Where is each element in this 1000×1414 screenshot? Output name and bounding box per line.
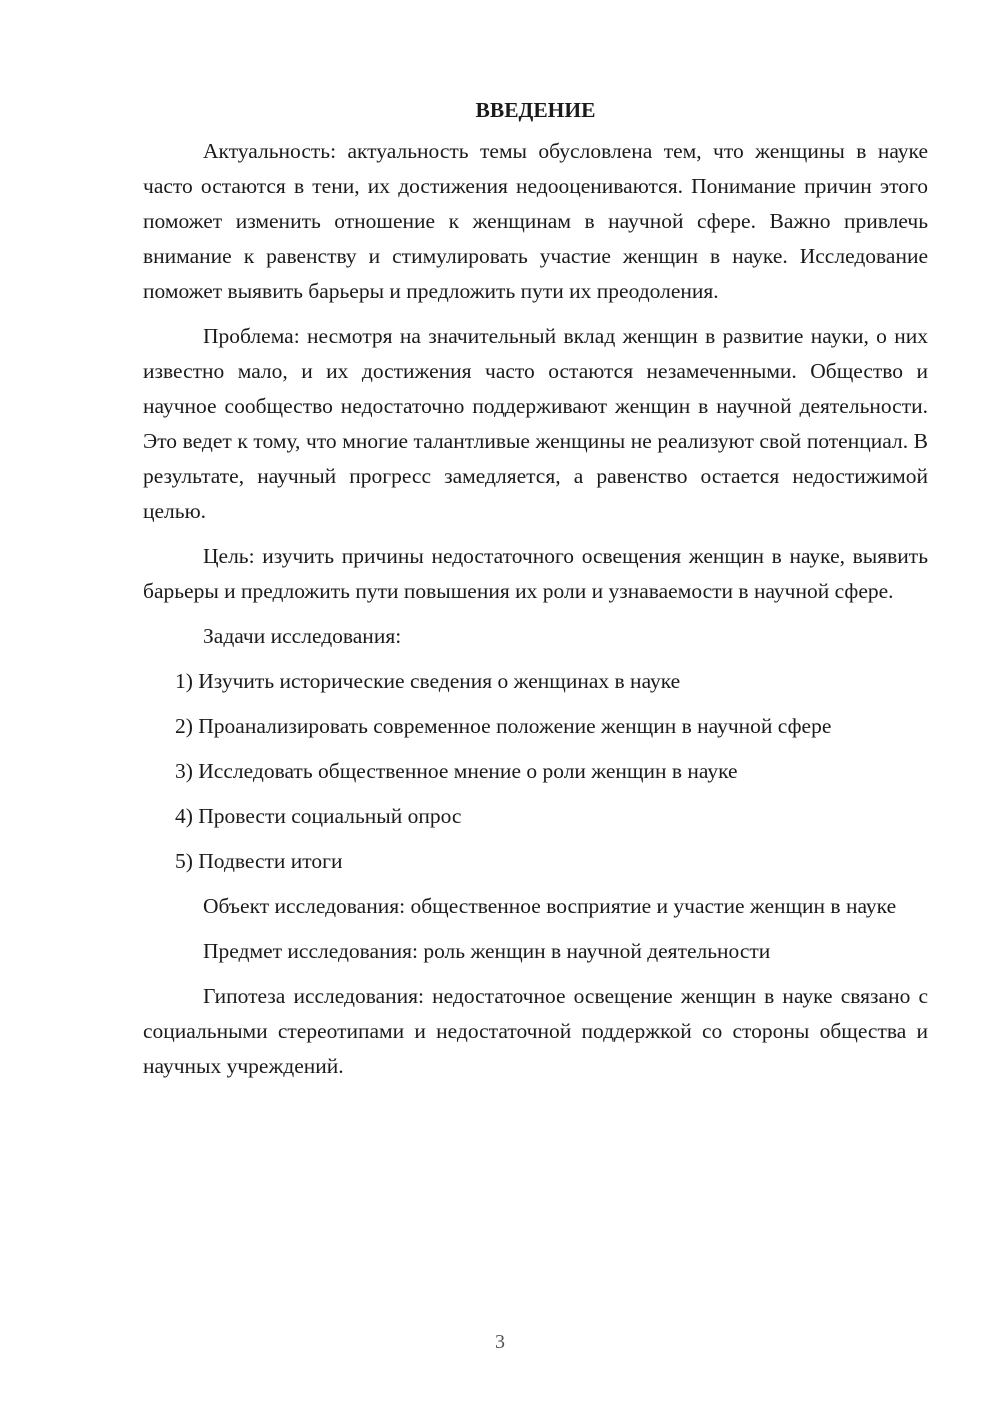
goal-paragraph: Цель: изучить причины недостаточного освещения женщин в науке, выявить барьеры и предложить пути повышения их роли и узнаваемости в научной сфере.: [143, 544, 928, 603]
subject-paragraph: Предмет исследования: роль женщин в научной деятельности: [203, 939, 771, 963]
relevance-paragraph: Актуальность: актуальность темы обусловлена тем, что женщины в науке часто остаются в тени, их достижения недооцениваются. Понимание причин этого поможет изменить отношение к женщинам в научной сфере. Важно привлечь внимание к равенству и стимулировать участие женщин в науке. Исследование поможет выявить барьеры и предложить пути их преодоления.: [143, 139, 928, 303]
task-item: 5) Подвести итоги: [175, 849, 343, 873]
tasks-heading: Задачи исследования:: [203, 624, 402, 648]
page-number: 3: [495, 1331, 505, 1353]
task-item: 3) Исследовать общественное мнение о роли женщин в науке: [175, 759, 738, 783]
object-paragraph: Объект исследования: общественное восприятие и участие женщин в науке: [203, 894, 897, 918]
document-page: [143, 92, 928, 1094]
hypothesis-paragraph: Гипотеза исследования: недостаточное освещение женщин в науке связано с социальными стереотипами и недостаточной поддержкой со стороны общества и научных учреждений.: [143, 984, 928, 1078]
section-title: ВВЕДЕНИЕ: [475, 98, 596, 122]
problem-paragraph: Проблема: несмотря на значительный вклад женщин в развитие науки, о них известно мало, и их достижения часто остаются незамеченными. Общество и научное сообщество недостаточно поддерживают женщин в научной деятельности. Это ведет к тому, что многие талантливые женщины не реализуют свой потенциал. В результате, научный прогресс замедляется, а равенство остается недостижимой целью.: [143, 324, 928, 523]
task-item: 2) Проанализировать современное положение женщин в научной сфере: [175, 714, 832, 738]
task-item: 4) Провести социальный опрос: [175, 804, 462, 828]
tasks-list: [143, 664, 928, 879]
task-item: 1) Изучить исторические сведения о женщинах в науке: [175, 669, 681, 693]
